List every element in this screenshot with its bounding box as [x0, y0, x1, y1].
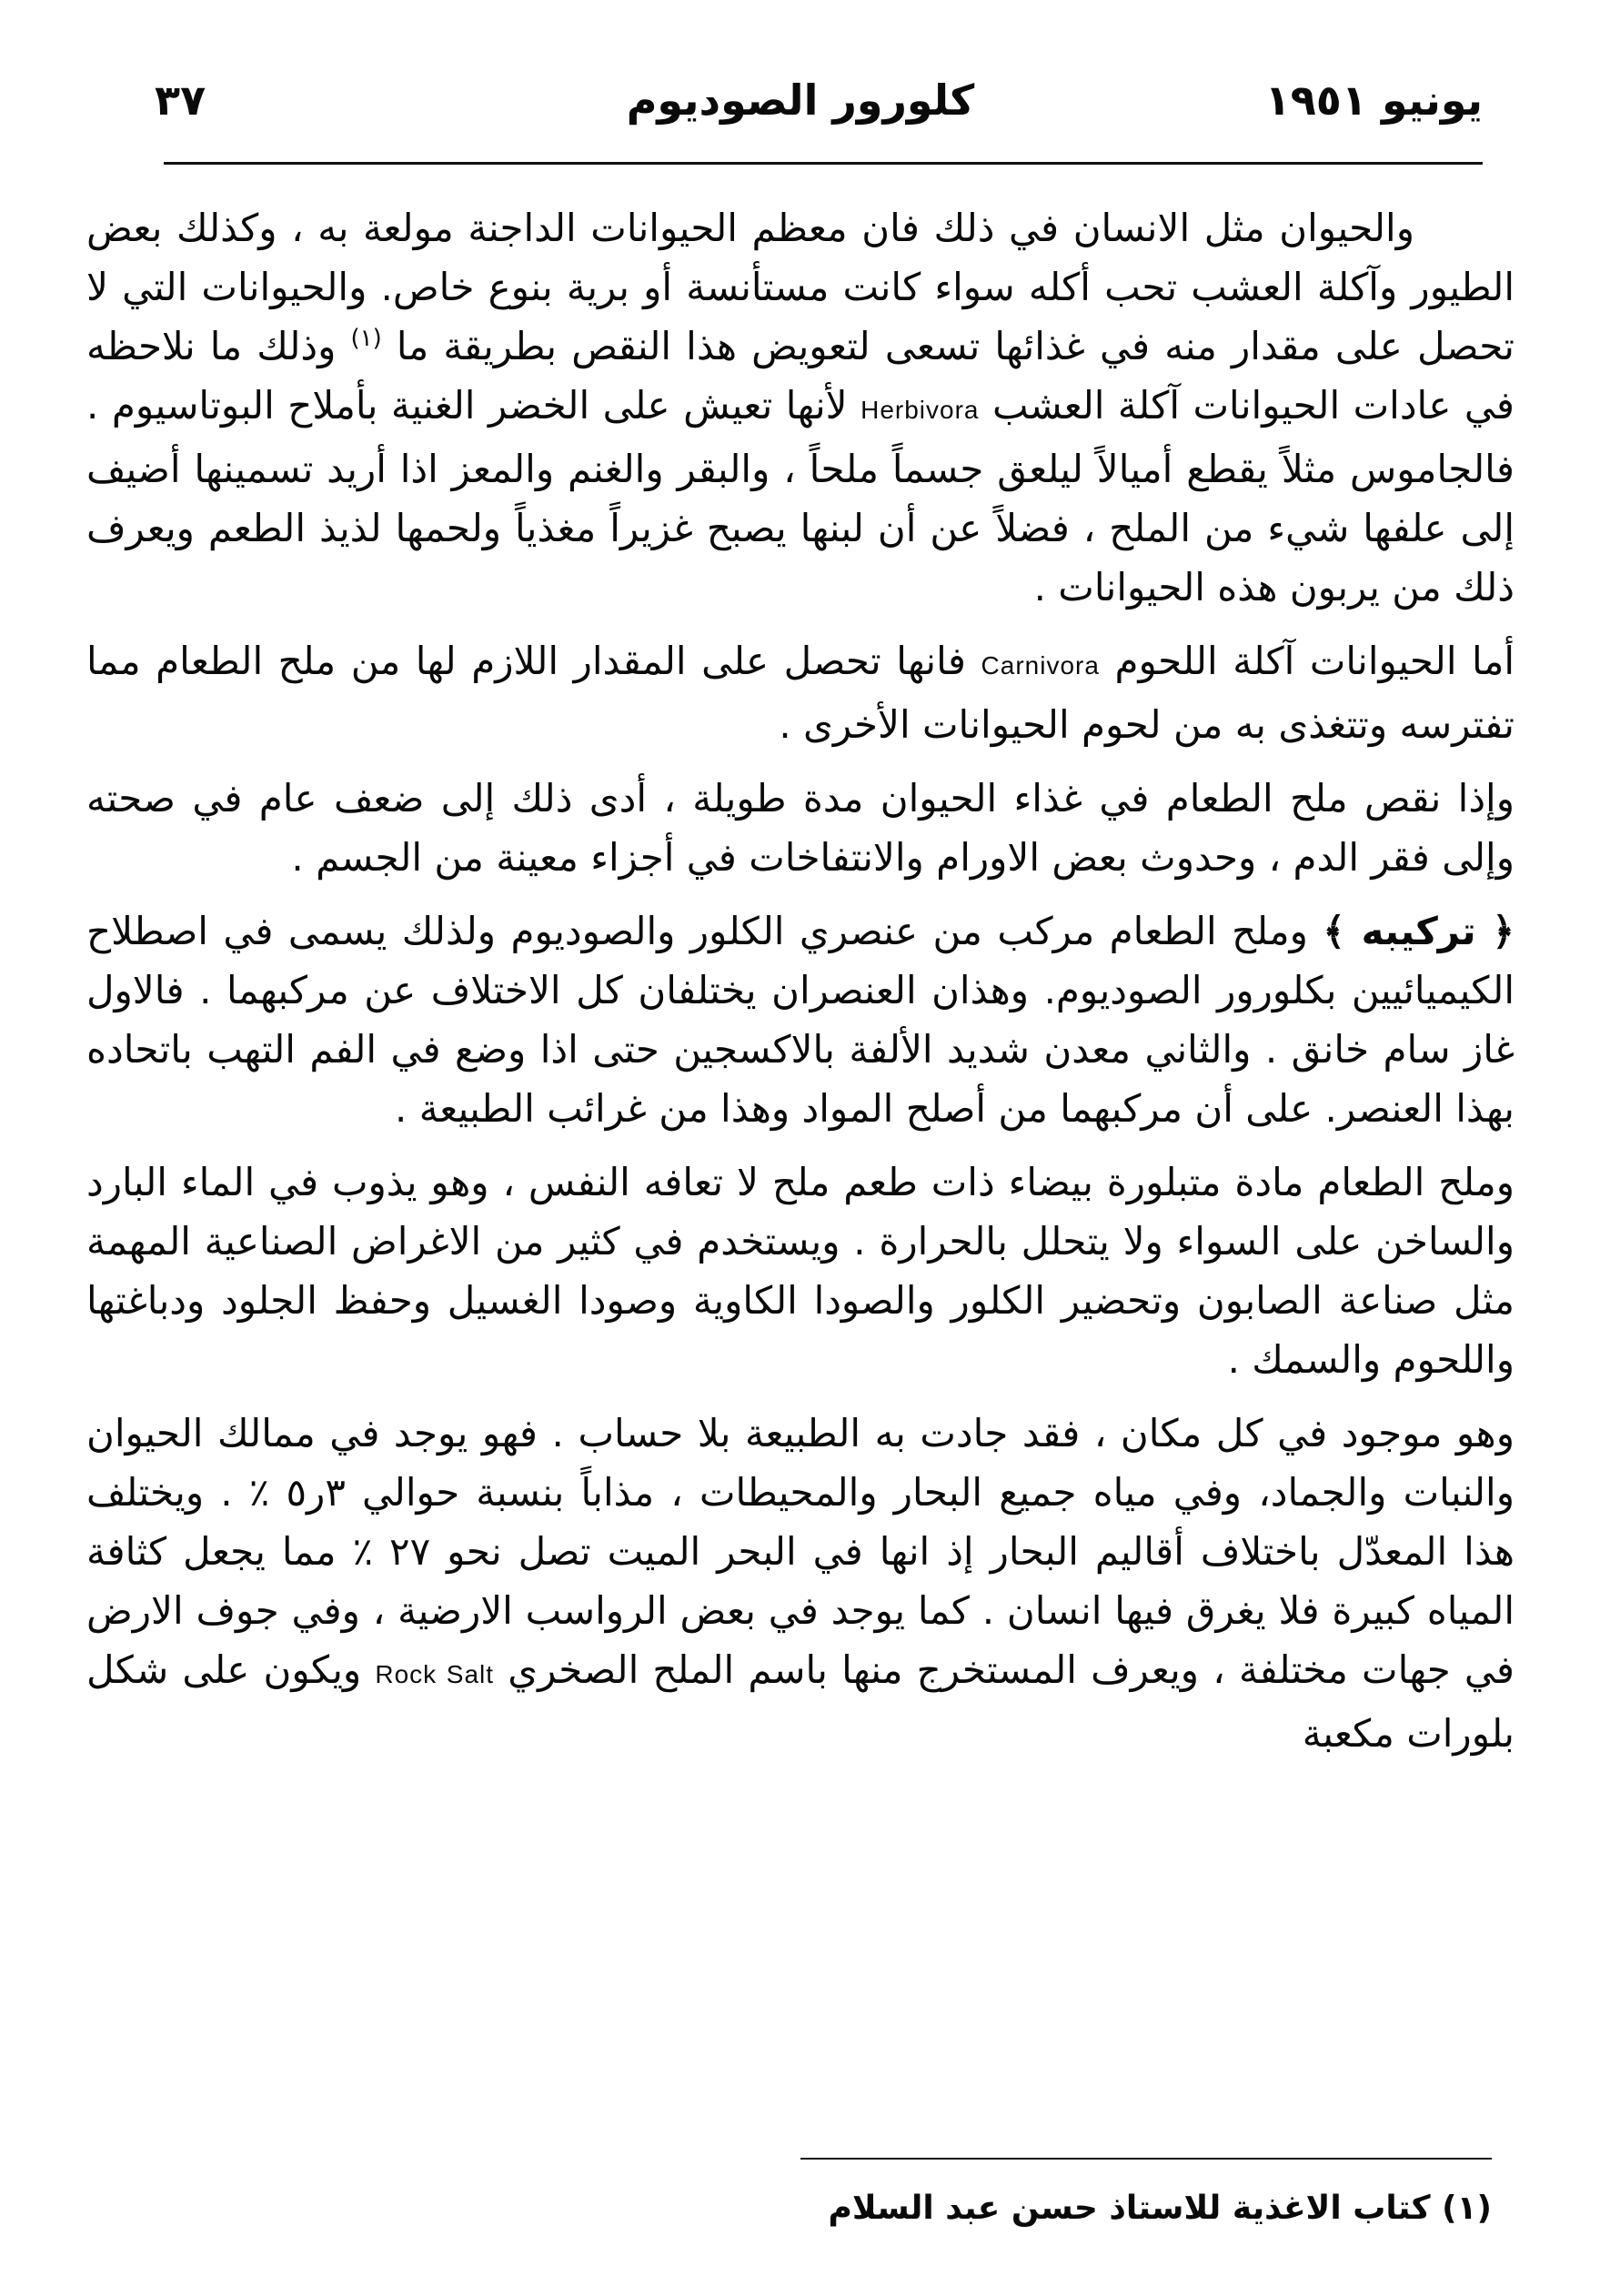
article-title: كلورور الصوديوم [626, 76, 975, 125]
latin-term-herbivora: Herbivora [860, 396, 980, 424]
page-number: ٣٧ [155, 76, 206, 125]
paragraph-salt-deficiency [86, 769, 1514, 887]
issue-date: يونيو ١٩٥١ [1264, 76, 1483, 125]
paragraph-text: وهو موجود في كل مكان ، فقد جادت به الطبيعة بلا حساب . فهو يوجد في ممالك الحيوان والنبات والجماد، وفي مياه جميع البحار والمحيطات ، مذاباً بنسبة حوالي ٣ر٥ ٪ . ويختلف هذا المعدّل باختلاف أقاليم البحار إذ انها في البحر الميت تصل نحو ٢٧ ٪ مما يجعل كثافة المياه كبيرة فلا يغرق فيها انسان . كما يوجد في بعض الرواسب الارضية ، وفي جوف الارض في جهات مختلفة ، ويعرف المستخرج منها باسم الملح الصخري [86, 1411, 1515, 1692]
paragraph-text: أما الحيوانات آكلة اللحوم [1099, 639, 1514, 683]
footnote-divider [800, 2158, 1492, 2160]
page-header [118, 64, 1483, 136]
paragraph-carnivores [86, 631, 1514, 754]
paragraph-text: فانها تحصل على المقدار اللازم لها من ملح الطعام مما تفترسه وتتغذى به من لحوم الحيوانات الأخرى . [86, 639, 1514, 747]
paragraph-composition [86, 901, 1514, 1138]
header-divider [164, 162, 1483, 165]
latin-term-carnivora: Carnivora [981, 651, 1100, 680]
paragraph-text: وإذا نقص ملح الطعام في غذاء الحيوان مدة طويلة ، أدى ذلك إلى ضعف عام في صحته وإلى فقر الدم ، وحدوث بعض الاورام والانتفاخات في أجزاء معينة من الجسم . [86, 776, 1514, 880]
article-body [86, 198, 1514, 1777]
latin-term-rock-salt: Rock Salt [375, 1660, 495, 1688]
section-heading-composition: ﴿ تركيبه ﴾ [1323, 909, 1514, 953]
footnote-marker: (١) [350, 325, 382, 352]
paragraph-occurrence [86, 1404, 1514, 1763]
paragraph-text: ويكون على شكل بلورات مكعبة [86, 1647, 1514, 1756]
paragraph-animals-salt [86, 198, 1514, 617]
paragraph-text: وذلك ما نلاحظه في عادات الحيوانات آكلة العشب [86, 324, 1514, 428]
paragraph-properties [86, 1153, 1514, 1389]
paragraph-text: لأنها تعيش على الخضر الغنية بأملاح البوتاسيوم . فالجاموس مثلاً يقطع أميالاً ليلعق جسماً ملحاً ، والبقر والغنم والمعز اذا أريد تسمينها أضيف إلى علفها شيء من الملح ، فضلاً عن أن لبنها يصبح غزيراً مغذياً ولحمها لذيذ الطعم ويعرف ذلك من يربون هذه الحيوانات . [86, 383, 1514, 609]
paragraph-text: وملح الطعام مركب من عنصري الكلور والصوديوم ولذلك يسمى في اصطلاح الكيميائيين بكلورور الصوديوم. وهذان العنصران يختلفان كل الاختلاف عن مركبهما . فالاول غاز سام خانق . والثاني معدن شديد الألفة بالاكسجين حتى اذا وضع في الفم التهب باتحاده بهذا العنصر. على أن مركبهما من أصلح المواد وهذا من غرائب الطبيعة . [86, 909, 1514, 1131]
footnote: (١) كتاب الاغذية للاستاذ حسن عبد السلام [828, 2190, 1492, 2227]
paragraph-text: والحيوان مثل الانسان في ذلك فان معظم الحيوانات الداجنة مولعة به ، وكذلك بعض الطيور وآكلة العشب تحب أكله سواء كانت مستأنسة أو برية بنوع خاص. والحيوانات التي لا تحصل على مقدار منه في غذائها تسعى لتعويض هذا النقص بطريقة ما [86, 206, 1514, 368]
paragraph-text: وملح الطعام مادة متبلورة بيضاء ذات طعم ملح لا تعافه النفس ، وهو يذوب في الماء البارد والساخن على السواء ولا يتحلل بالحرارة . ويستخدم في كثير من الاغراض الصناعية المهمة مثل صناعة الصابون وتحضير الكلور والصودا الكاوية وصودا الغسيل وحفظ الجلود ودباغتها واللحوم والسمك . [86, 1160, 1514, 1382]
